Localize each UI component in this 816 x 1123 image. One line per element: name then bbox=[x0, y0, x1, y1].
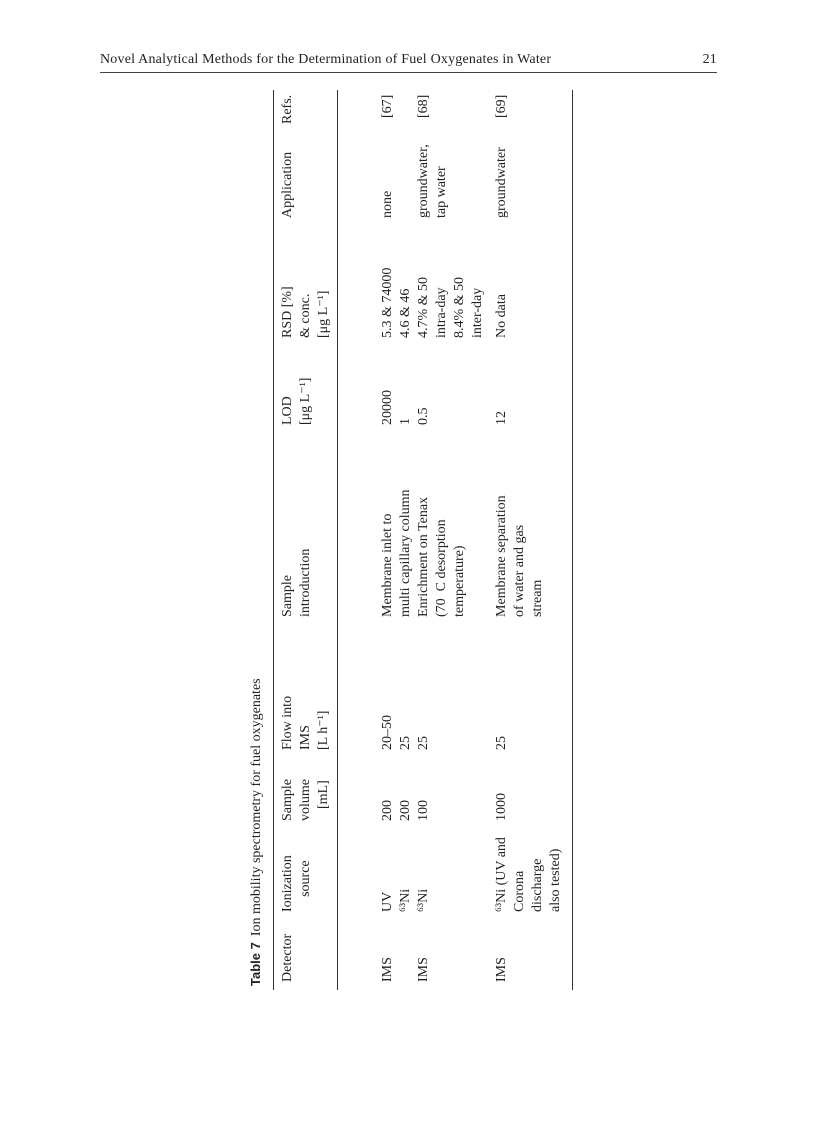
table-row-3-ionization-4: also tested) bbox=[548, 848, 563, 912]
table-row-1-volume-1: 200 bbox=[380, 800, 395, 821]
table-row-2-lod-1: 0.5 bbox=[416, 407, 431, 425]
table-row-2-rsd-2: intra-day bbox=[434, 287, 449, 338]
table-row-3-sample-intro-2: of water and gas bbox=[512, 524, 527, 617]
header-ionization-source: Ionization source bbox=[280, 855, 313, 912]
table-row-1-application: none bbox=[380, 190, 395, 218]
header-flow-into-ims: Flow into IMS [L h⁻¹] bbox=[280, 695, 331, 750]
table-row-3-flow-1: 25 bbox=[494, 736, 509, 750]
table-row-1-ionization-1: UV bbox=[380, 891, 395, 912]
table-row-2-rsd-3: 8.4% & 50 bbox=[452, 276, 467, 338]
table-row-1-rsd-2: 4.6 & 46 bbox=[398, 288, 413, 338]
table-row-2-flow-1: 25 bbox=[416, 736, 431, 750]
table-row-1-sample-intro-1: Membrane inlet to bbox=[380, 513, 395, 617]
running-head bbox=[100, 52, 717, 73]
table-row-3-detector: IMS bbox=[494, 957, 509, 982]
table-row-3-ionization-2: Corona bbox=[512, 870, 527, 912]
table-row-3-rsd-1: No data bbox=[494, 294, 509, 338]
table-row-1-ionization-2: ⁶³Ni bbox=[398, 888, 413, 912]
page-number: 21 bbox=[702, 52, 717, 67]
table-row-2-application-2: tap water bbox=[434, 166, 449, 218]
table-container bbox=[248, 90, 578, 990]
table-row-2-sample-intro-3: temperature) bbox=[452, 545, 467, 617]
header-refs: Refs. bbox=[280, 94, 295, 124]
running-head-title: Novel Analytical Methods for the Determination of Fuel Oxygenates in Water bbox=[100, 52, 552, 67]
table-row-2-ionization-1: ⁶³Ni bbox=[416, 888, 431, 912]
rotated-table bbox=[248, 90, 578, 990]
table-row-1-detector: IMS bbox=[380, 957, 395, 982]
table-row-3-lod-1: 12 bbox=[494, 411, 509, 425]
table-row-3-sample-intro-3: stream bbox=[530, 579, 545, 617]
table-row-2-volume-1: 100 bbox=[416, 800, 431, 821]
table-row-1-volume-2: 200 bbox=[398, 800, 413, 821]
table-row-1-lod-2: 1 bbox=[398, 418, 413, 425]
header-application: Application bbox=[280, 151, 295, 218]
header-rsd: RSD [%] & conc. [μg L⁻¹] bbox=[280, 286, 331, 338]
table-row-3-refs: [69] bbox=[494, 94, 509, 118]
table-row-3-ionization-3: discharge bbox=[530, 858, 545, 912]
table-row-2-sample-intro-2: (70 C desorption bbox=[434, 519, 449, 617]
table-row-2-refs: [68] bbox=[416, 94, 431, 118]
table-caption bbox=[248, 678, 265, 986]
table-row-1-lod-1: 20000 bbox=[380, 390, 395, 425]
table-row-2-detector: IMS bbox=[416, 957, 431, 982]
table-row-3-application: groundwater bbox=[494, 147, 509, 218]
header-sample-volume: Sample volume [mL] bbox=[280, 779, 331, 821]
table-row-1-refs: [67] bbox=[380, 94, 395, 118]
table-row-2-application-1: groundwater, bbox=[416, 144, 431, 218]
table-label: Table 7 bbox=[248, 942, 263, 986]
table-row-3-ionization-1: ⁶³Ni (UV and bbox=[494, 837, 509, 912]
table-row-2-rsd-1: 4.7% & 50 bbox=[416, 276, 431, 338]
header-rule bbox=[337, 90, 338, 990]
table-row-1-flow-2: 25 bbox=[398, 736, 413, 750]
table-row-1-rsd-1: 5.3 & 74000 bbox=[380, 267, 395, 338]
table-caption-text: Ion mobility spectrometry for fuel oxygenates bbox=[249, 678, 264, 937]
bottom-rule bbox=[572, 90, 573, 990]
top-rule bbox=[273, 90, 274, 990]
table-row-2-sample-intro-1: Enrichment on Tenax bbox=[416, 496, 431, 617]
table-row-1-flow-1: 20–50 bbox=[380, 715, 395, 750]
header-lod: LOD [μg L⁻¹] bbox=[280, 377, 313, 425]
table-row-3-sample-intro-1: Membrane separation bbox=[494, 495, 509, 617]
table-row-2-rsd-4: inter-day bbox=[470, 287, 485, 338]
header-detector: Detector bbox=[280, 933, 295, 982]
header-sample-introduction: Sample introduction bbox=[280, 548, 313, 617]
table-row-1-sample-intro-2: multi capillary column bbox=[398, 489, 413, 617]
table-row-3-volume-1: 1000 bbox=[494, 793, 509, 821]
